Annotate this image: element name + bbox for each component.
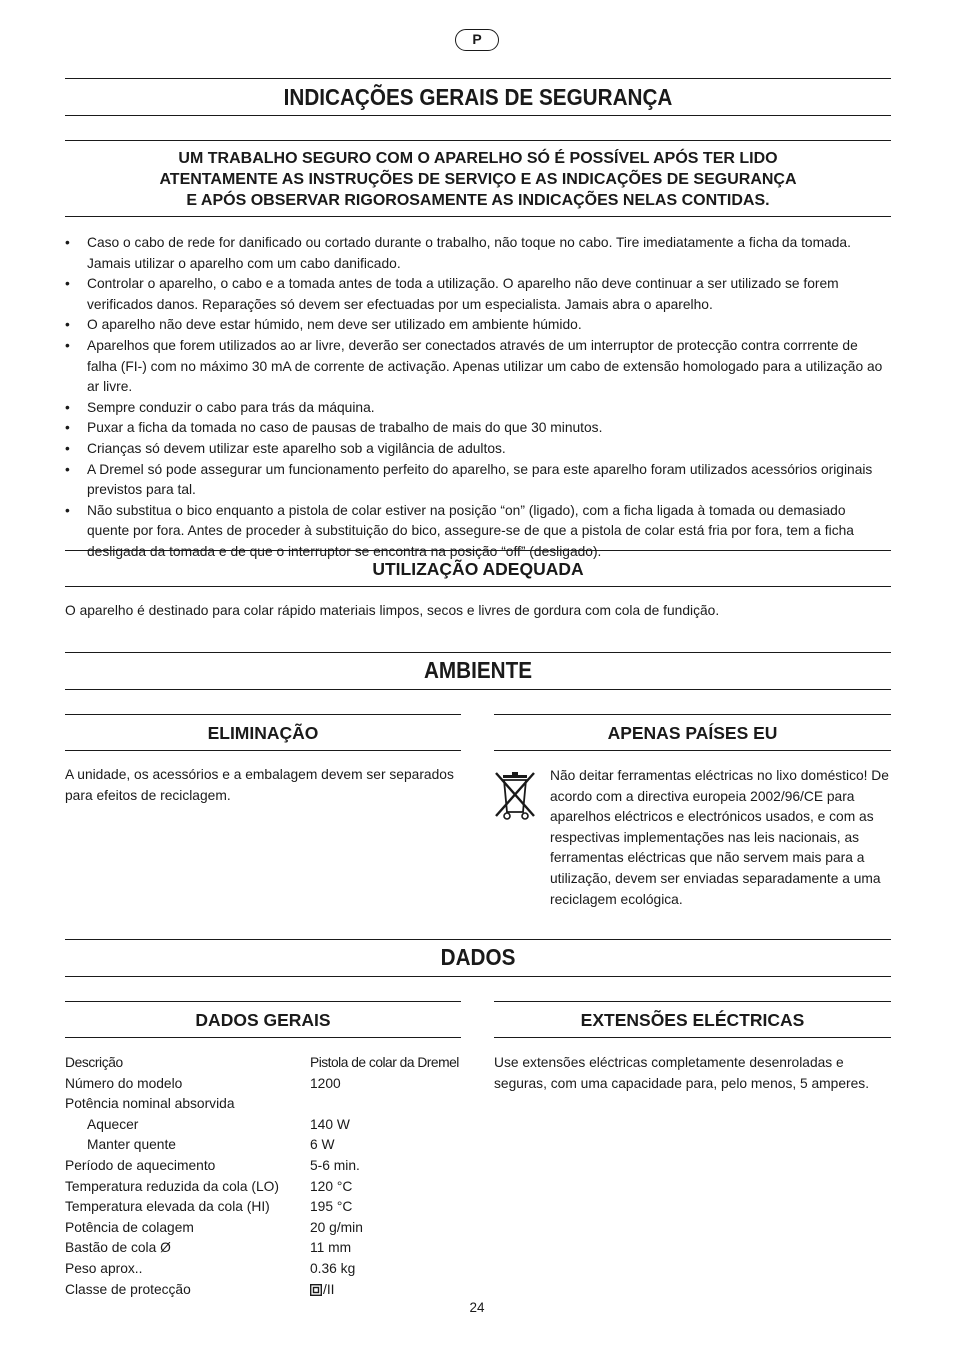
divider [65,1001,461,1002]
spec-value: 0.36 kg [310,1260,356,1276]
list-item: • A Dremel só pode assegurar um funcionamento perfeito do aparelho, se para este aparelho foram utilizados acessórios originais previstos para tal. [65,460,891,501]
divider [65,115,891,116]
page-number: 24 [469,1300,485,1315]
spec-value: 140 W [310,1116,350,1132]
spec-value: 195 °C [310,1199,353,1215]
section-title-environment: AMBIENTE [423,657,533,683]
divider [65,689,891,690]
spec-label: Classe de protecção [65,1281,191,1297]
list-item: • Controlar o aparelho, o cabo e a tomada antes de toda a utilização. O aparelho não deve continuar a ser utilizado se forem verificados danos. Reparações só devem ser efectuadas por um especialista. Jamais abra o aparelho. [65,274,891,315]
spec-value: 1200 [310,1075,341,1091]
spec-label: Potência nominal absorvida [65,1096,235,1112]
divider [65,216,891,217]
spec-label: Peso aprox.. [65,1260,143,1276]
list-item: • Caso o cabo de rede for danificado ou cortado durante o trabalho, não toque no cabo. Tire imediatamente a ficha da tomada. Jamais utilizar o aparelho com um cabo danificado. [65,233,891,274]
divider [65,78,891,79]
spec-value: 11 mm [310,1240,352,1256]
section-heading-disposal: ELIMINAÇÃO [207,723,319,743]
safety-intro-line: E APÓS OBSERVAR RIGOROSAMENTE AS INDICAÇÕES NELAS CONTIDAS. [186,192,770,209]
spec-value: 6 W [310,1137,335,1153]
spec-label: Aquecer [87,1116,139,1132]
list-item: • Crianças só devem utilizar este aparelho sob a vigilância de adultos. [65,439,891,460]
table-row [65,1156,465,1177]
divider [65,550,891,551]
spec-label: Temperatura reduzida da cola (LO) [65,1178,279,1194]
double-insulation-icon [310,1284,322,1296]
divider [65,1037,461,1038]
safety-bullet-list [65,233,891,563]
table-row [65,1177,465,1198]
section-title-data: DADOS [440,944,516,970]
divider [494,714,891,715]
spec-value: Pistola de colar da Dremel [310,1055,459,1070]
spec-value-protection-class [310,1280,335,1301]
language-badge: P [455,29,499,51]
divider [65,586,891,587]
protection-class-text: /II [323,1281,335,1297]
spec-label: Potência de colagem [65,1219,194,1235]
spec-label: Bastão de cola Ø [65,1240,171,1256]
spec-label: Descrição [65,1055,123,1070]
divider [65,939,891,940]
table-row [65,1074,465,1095]
table-row [65,1053,465,1074]
table-row [65,1197,465,1218]
specifications-table [65,1053,465,1300]
divider [65,140,891,141]
divider [65,976,891,977]
page-title: INDICAÇÕES GERAIS DE SEGURANÇA [283,84,673,110]
list-item: • Aparelhos que forem utilizados ao ar livre, deverão ser conectados através de um interruptor de protecção contra corrrente de falha (FI-) com no máximo 30 mA de corrente de activação. Apenas utilizar um cabo de extensão homologado para a utilização ao ar livre. [65,336,891,398]
list-item: • O aparelho não deve estar húmido, nem deve ser utilizado em ambiente húmido. [65,315,891,336]
divider [494,750,891,751]
table-row [65,1280,465,1301]
section-heading-extension-cords: EXTENSÕES ELÉCTRICAS [580,1010,805,1030]
list-item: • Não substitua o bico enquanto a pistola de colar estiver na posição “on” (ligado), com a ficha ligada à tomada ou demasiado quente por fora. Antes de proceder à substituição do bico, assegure-se de que a pistola de colar está fria por fora, tem a ficha desligada da tomada e de que o interruptor se encontra na posição “off” (desligado). [65,501,891,563]
spec-label: Período de aquecimento [65,1157,216,1173]
section-heading-general-data: DADOS GERAIS [195,1010,331,1030]
spec-label: Temperatura elevada da cola (HI) [65,1199,270,1215]
disposal-text: A unidade, os acessórios e a embalagem devem ser separados para efeitos de reciclagem. [65,767,454,803]
safety-intro-line: ATENTAMENTE AS INSTRUÇÕES DE SERVIÇO E AS INDICAÇÕES DE SEGURANÇA [159,171,797,188]
divider [494,1037,891,1038]
table-row [65,1259,465,1280]
list-item: • Puxar a ficha da tomada no caso de pausas de trabalho de mais do que 30 minutos. [65,418,891,439]
spec-label: Manter quente [87,1137,176,1153]
table-row [65,1238,465,1259]
intended-use-text: O aparelho é destinado para colar rápido materiais limpos, secos e livres de gordura com cola de fundição. [65,603,720,618]
safety-intro [65,148,891,211]
divider [65,714,461,715]
table-row [65,1135,465,1156]
spec-value: 20 g/min [310,1219,363,1235]
extension-cords-text: Use extensões eléctricas completamente desenroladas e seguras, com uma capacidade para, pelo menos, 5 amperes. [494,1055,870,1091]
list-item: • Sempre conduzir o cabo para trás da máquina. [65,398,891,419]
spec-value: 120 °C [310,1178,353,1194]
eu-disposal-text: Não deitar ferramentas eléctricas no lixo doméstico! De acordo com a directiva europeia 2002/96/CE para aparelhos eléctricos e electrónicos usados, e com as respectivas implementações nas leis nacionais, as ferramentas eléctricas que não servem mais para a utilização, devem ser enviadas separadamente a uma reciclagem ecológica. [550,768,889,907]
crossed-out-wheelie-bin-icon [492,768,540,824]
divider [65,750,461,751]
table-row [65,1094,465,1115]
section-heading-eu-only: APENAS PAÍSES EU [607,723,778,743]
safety-intro-line: UM TRABALHO SEGURO COM O APARELHO SÓ É POSSÍVEL APÓS TER LIDO [178,150,778,167]
divider [494,1001,891,1002]
spec-label: Número do modelo [65,1075,183,1091]
spec-value: 5-6 min. [310,1157,360,1173]
section-heading-intended-use: UTILIZAÇÃO ADEQUADA [372,559,584,579]
table-row [65,1115,465,1136]
table-row [65,1218,465,1239]
divider [65,652,891,653]
